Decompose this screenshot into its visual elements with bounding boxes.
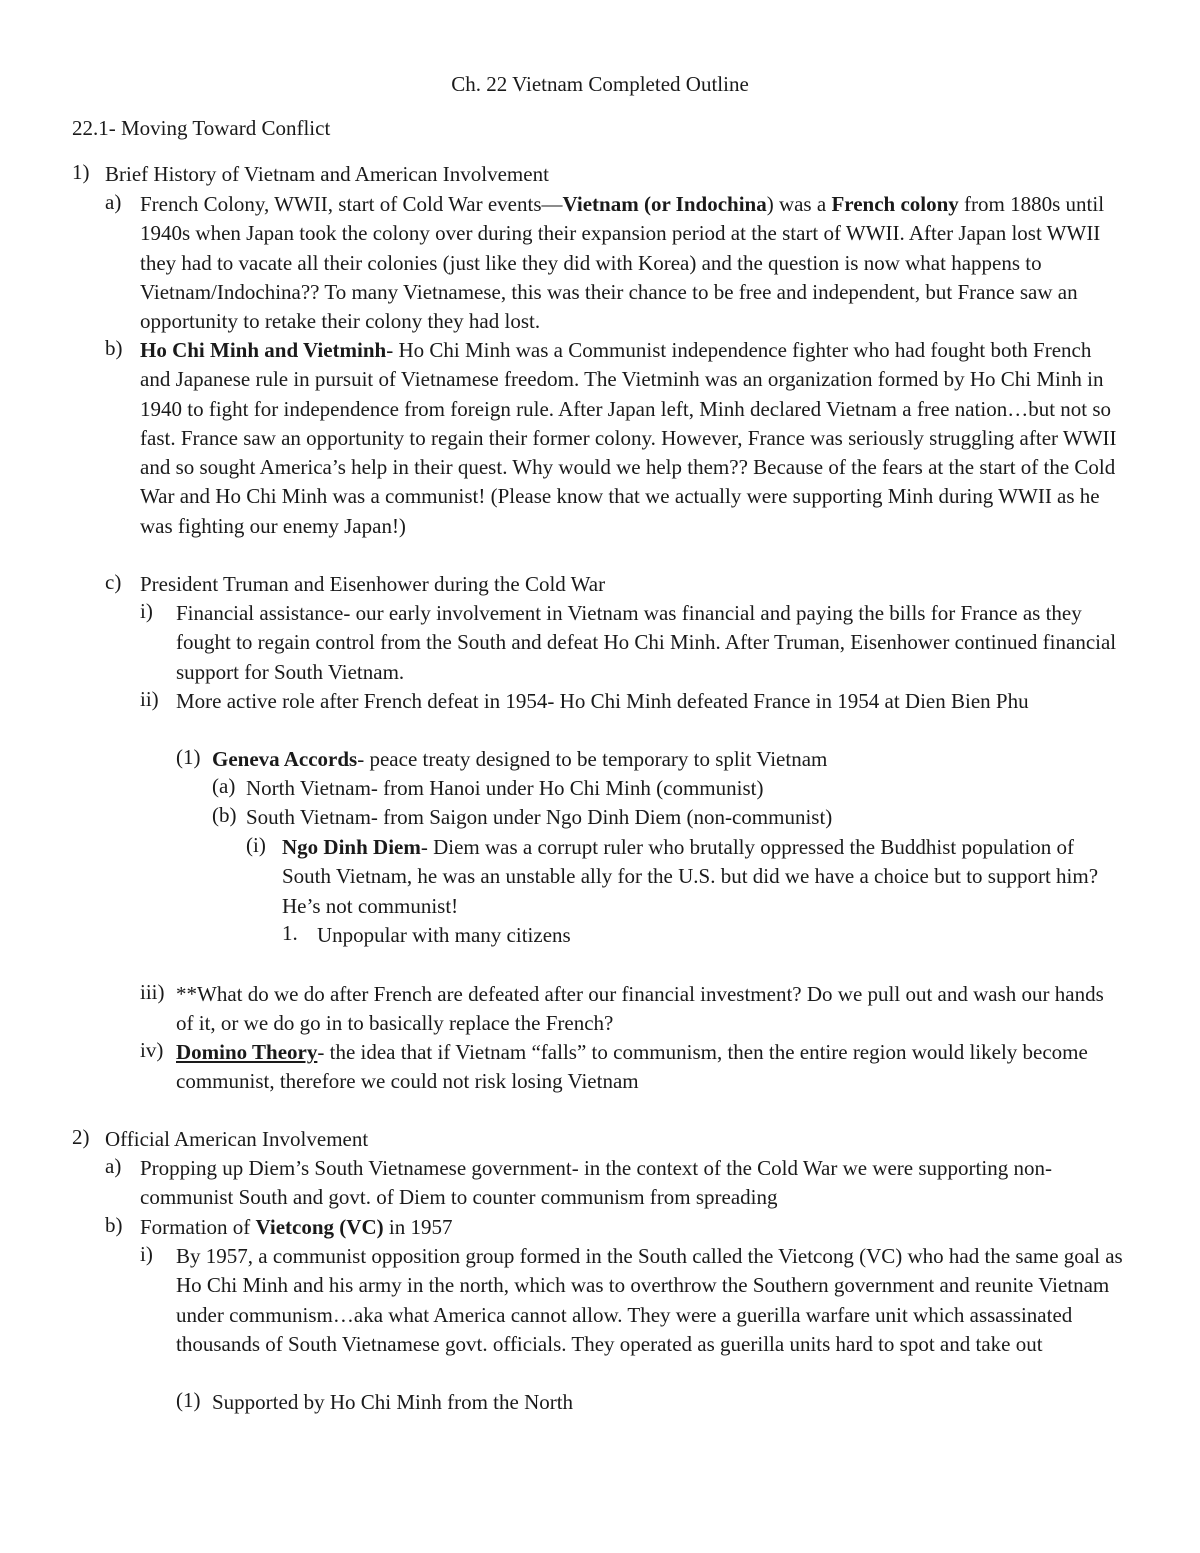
outline-item	[105, 570, 1126, 599]
outline-text	[282, 833, 1126, 921]
outline-marker: i)	[140, 1242, 153, 1266]
outline-marker: b)	[105, 336, 123, 360]
outline-text: Supported by Ho Chi Minh from the North	[212, 1390, 574, 1414]
text-run: - the idea that if Vietnam “falls” to communism, then the entire region would likely become communist, therefore we could not risk losing Vietnam	[176, 1040, 1088, 1094]
outline-marker: iv)	[140, 1038, 164, 1062]
outline-item	[140, 687, 1126, 716]
text-run: ) was a	[766, 192, 832, 216]
outline-item	[72, 160, 1126, 189]
outline-item	[140, 599, 1126, 687]
text-run: from 1880s until 1940s when Japan took the colony over during their expansion period at the start of WWII. After Japan lost WWII they had to vacate all their colonies (just like they did with Korea) and the question is now what happens to Vietnam/Indochina?? To many Vietnamese, this was their chance to be free and independent, but France saw an opportunity to retake their colony they had lost.	[140, 192, 1105, 334]
outline-marker: c)	[105, 570, 122, 594]
outline-text: More active role after French defeat in 1954- Ho Chi Minh defeated France in 1954 at Dien Bien Phu	[176, 689, 1029, 713]
section-heading: 22.1- Moving Toward Conflict	[72, 116, 331, 140]
outline-text	[140, 190, 1126, 336]
outline-item	[72, 1125, 1126, 1154]
outline-marker: (i)	[246, 833, 266, 857]
key-term: Geneva Accords	[212, 747, 358, 771]
outline-marker: (1)	[176, 745, 201, 769]
outline-text: Official American Involvement	[105, 1127, 369, 1151]
outline-text: Propping up Diem’s South Vietnamese government- in the context of the Cold War we were supporting non-communist South and govt. of Diem to counter communism from spreading	[140, 1156, 1052, 1210]
outline-text: Financial assistance- our early involvement in Vietnam was financial and paying the bills for France as they fought to regain control from the South and defeat Ho Chi Minh. After Truman, Eisenhower continued financial support for South Vietnam.	[176, 601, 1117, 684]
outline-text	[176, 1038, 1126, 1097]
text-run: - Diem was a corrupt ruler who brutally oppressed the Buddhist population of South Vietnam, he was an unstable ally for the U.S. but did we have a choice but to support him? He’s not communist!	[282, 835, 1099, 918]
document-title: Ch. 22 Vietnam Completed Outline	[451, 72, 749, 96]
outline-text	[140, 336, 1126, 541]
outline-marker: (a)	[212, 774, 236, 798]
key-term: Domino Theory	[176, 1040, 318, 1064]
outline-marker: b)	[105, 1213, 123, 1237]
outline-text	[212, 745, 1126, 774]
outline-text: South Vietnam- from Saigon under Ngo Dinh Diem (non-communist)	[246, 805, 833, 829]
outline-marker: iii)	[140, 980, 165, 1004]
outline-item	[140, 1242, 1126, 1359]
outline-item	[282, 921, 1126, 950]
key-term: Vietcong (VC)	[255, 1215, 384, 1239]
text-run: French Colony, WWII, start of Cold War events—	[140, 192, 563, 216]
outline-text: Brief History of Vietnam and American Involvement	[105, 162, 549, 186]
outline-item	[246, 833, 1126, 921]
text-run: - Ho Chi Minh was a Communist independence fighter who had fought both French and Japanese rule in pursuit of Vietnamese freedom. The Vietminh was an organization formed by Ho Chi Minh in 1940 to fight for independence from foreign rule. After Japan left, Minh declared Vietnam a free nation…but not so fast. France saw an opportunity to regain their former colony. However, France was seriously struggling after WWII and so sought America’s help in their quest. Why would we help them?? Because of the fears at the start of the Cold War and Ho Chi Minh was a communist! (Please know that we actually were supporting Minh during WWII as he was fighting our enemy Japan!)	[140, 338, 1117, 538]
text-run: Formation of	[140, 1215, 256, 1239]
key-term: Ho Chi Minh and Vietminh	[140, 338, 387, 362]
outline-marker: 1)	[72, 160, 90, 184]
outline-item	[212, 803, 1126, 832]
outline-marker: ii)	[140, 687, 159, 711]
outline-item	[176, 1388, 1126, 1417]
outline-text: **What do we do after French are defeated after our financial investment? Do we pull out and wash our hands of it, or we do go in to basically replace the French?	[176, 982, 1104, 1036]
outline-text: By 1957, a communist opposition group formed in the South called the Vietcong (VC) who had the same goal as Ho Chi Minh and his army in the north, which was to overthrow the Southern government and reunite Vietnam under communism…aka what America cannot allow. They were a guerilla warfare unit which assassinated thousands of South Vietnamese govt. officials. They operated as guerilla units hard to spot and take out	[176, 1244, 1123, 1356]
outline-marker: i)	[140, 599, 153, 623]
outline-item	[140, 1038, 1126, 1097]
outline-marker: 2)	[72, 1125, 90, 1149]
outline-item	[176, 745, 1126, 774]
outline-item	[212, 774, 1126, 803]
outline-item	[105, 1154, 1126, 1213]
outline-item	[105, 190, 1126, 336]
outline-item	[105, 336, 1126, 541]
outline-marker: a)	[105, 190, 122, 214]
key-term: French colony	[831, 192, 959, 216]
outline-text: Unpopular with many citizens	[317, 923, 571, 947]
outline-text	[140, 1213, 1126, 1242]
outline-marker: (1)	[176, 1388, 201, 1412]
outline-text: North Vietnam- from Hanoi under Ho Chi Minh (communist)	[246, 776, 764, 800]
outline-marker: a)	[105, 1154, 122, 1178]
key-term: Ngo Dinh Diem	[282, 835, 421, 859]
outline-marker: 1.	[282, 921, 298, 945]
text-run: - peace treaty designed to be temporary to split Vietnam	[357, 747, 828, 771]
outline-item	[140, 980, 1126, 1039]
key-term: Vietnam (or Indochina	[562, 192, 767, 216]
outline-text: President Truman and Eisenhower during the Cold War	[140, 572, 606, 596]
outline-item	[105, 1213, 1126, 1242]
outline-marker: (b)	[212, 803, 237, 827]
text-run: in 1957	[383, 1215, 453, 1239]
